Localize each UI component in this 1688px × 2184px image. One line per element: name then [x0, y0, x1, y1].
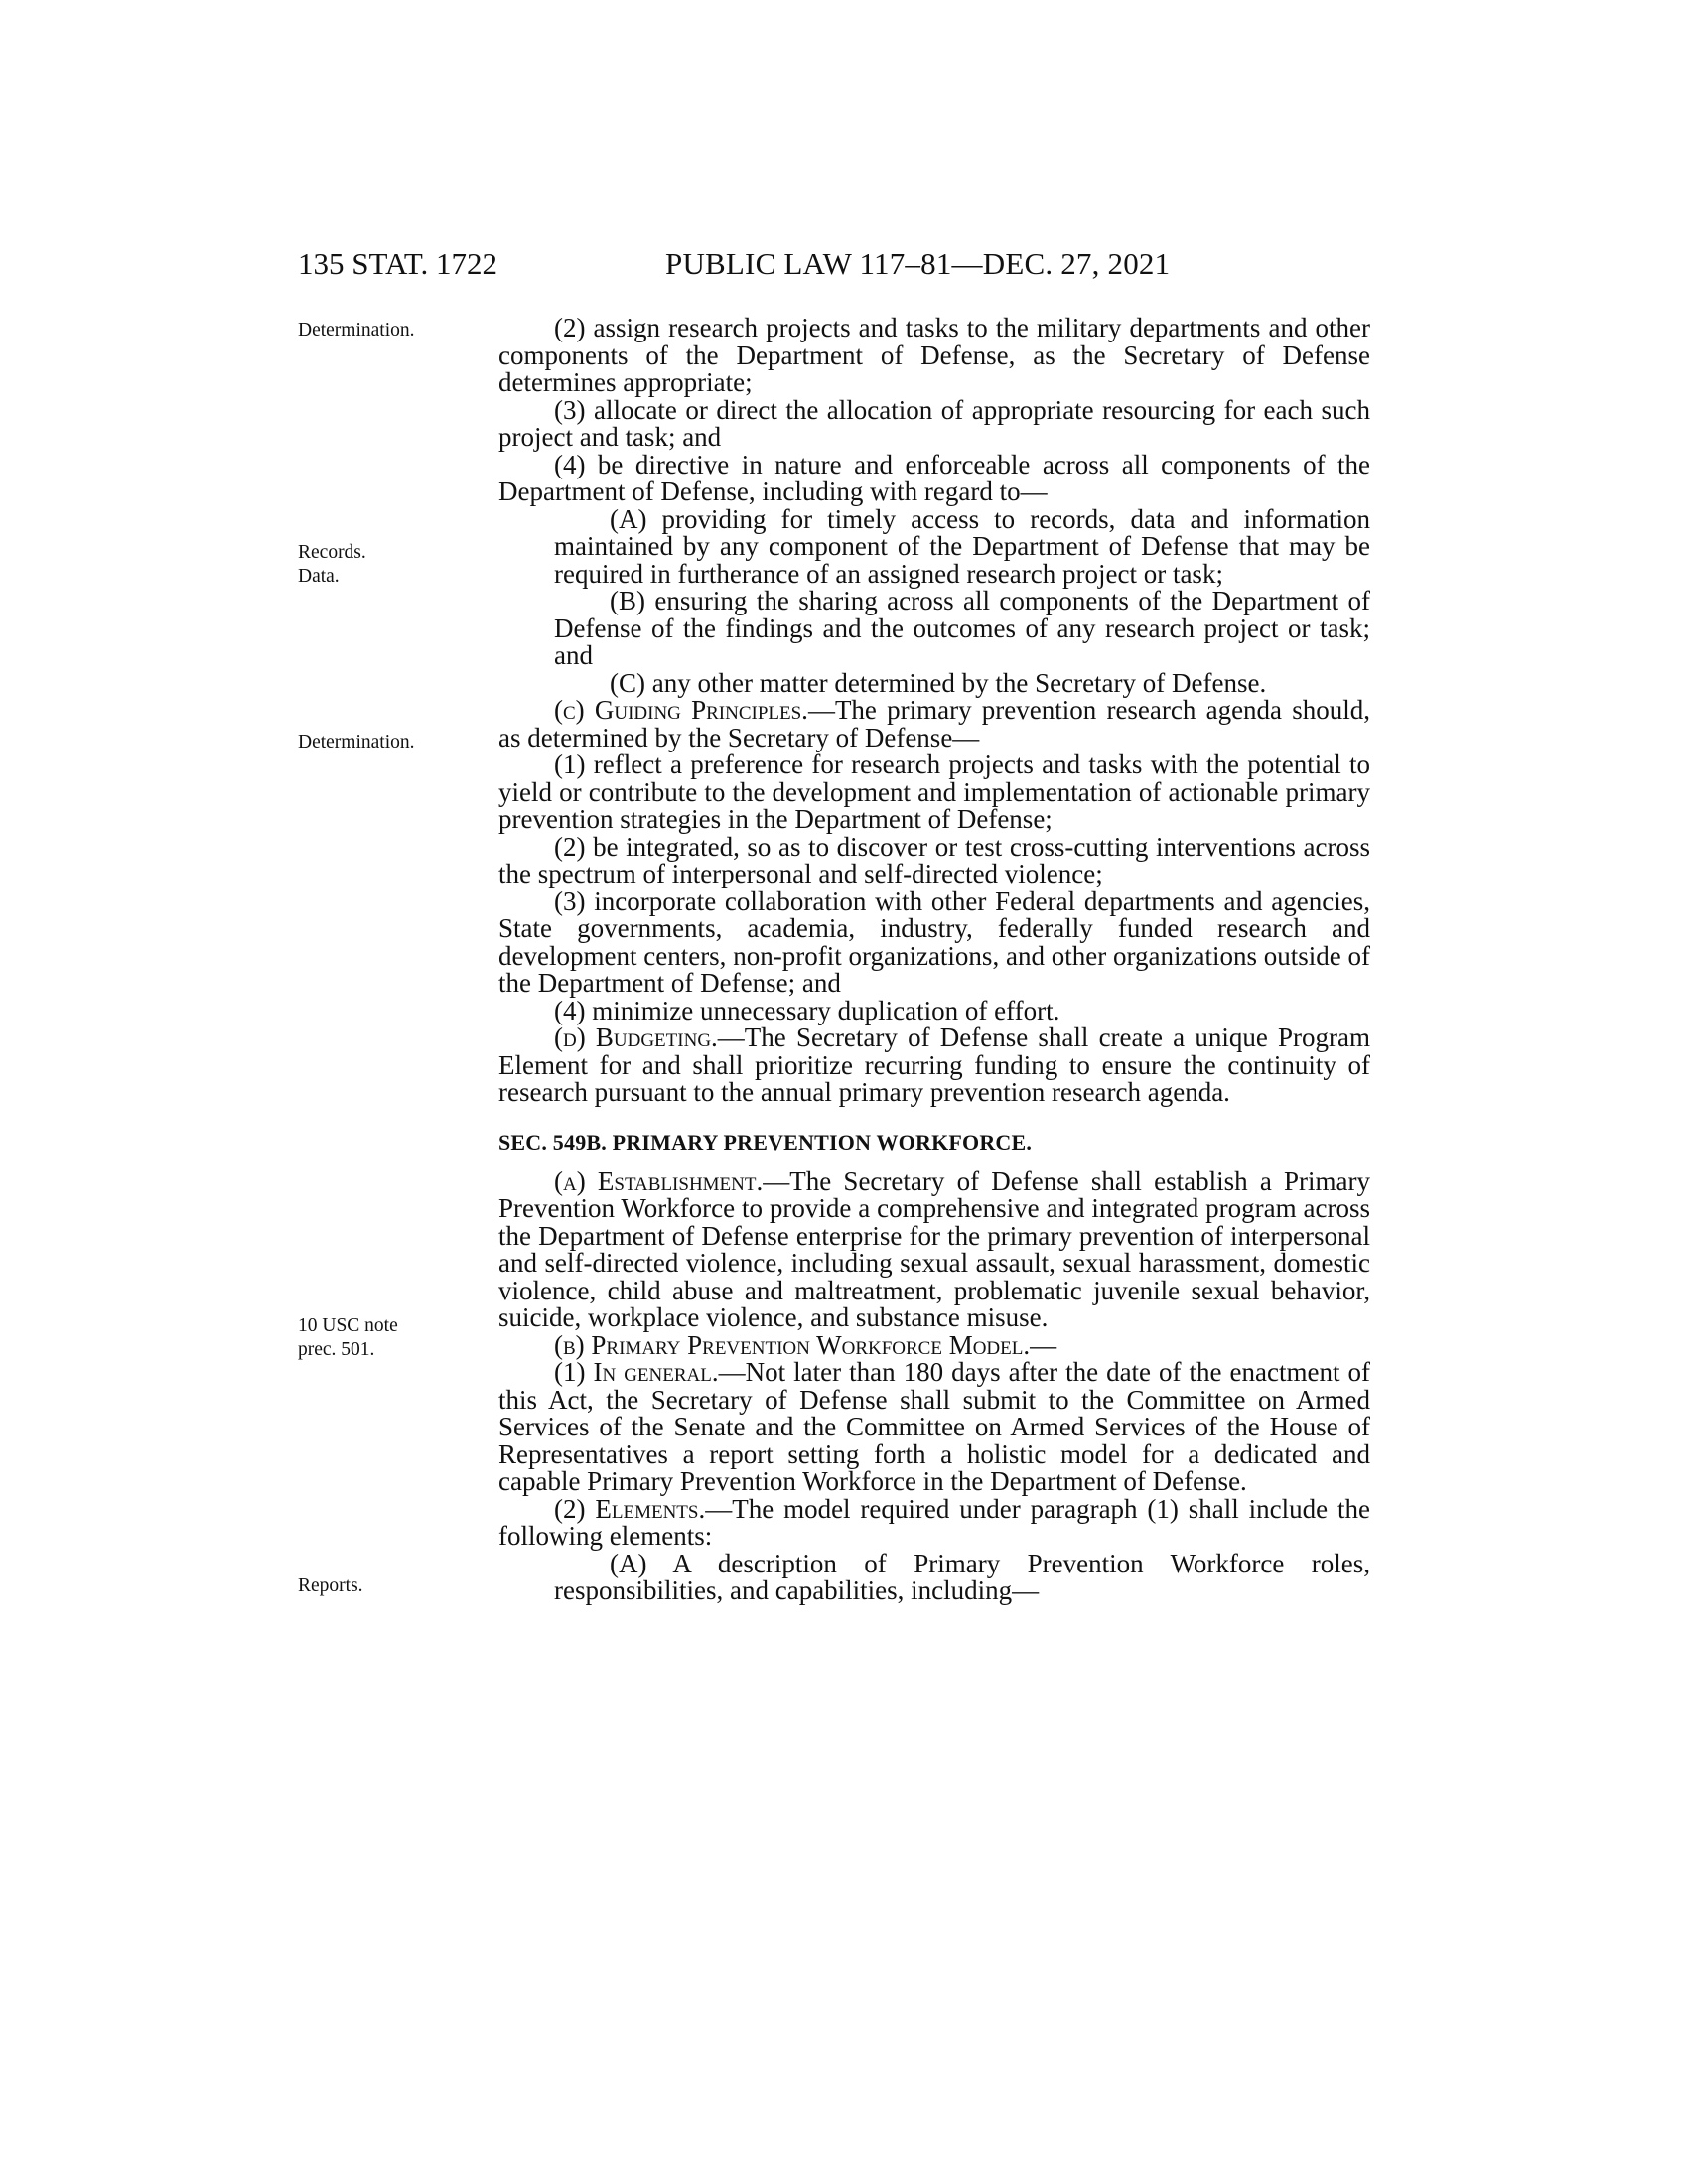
- principle-1: (1) reflect a preference for research projects and tasks with the potential to yield or contribute to the development and implementation of actionable primary prevention strategies in the Department of Defense;: [498, 750, 1370, 834]
- subsection-a-heading: (a) Establishment.: [554, 1165, 764, 1196]
- paragraph-b2-elements: [498, 1493, 1370, 1551]
- subsection-b-heading: (b) Primary Prevention Workforce Model.: [554, 1329, 1031, 1360]
- principle-4: (4) minimize unnecessary duplication of effort.: [554, 995, 1060, 1025]
- subsection-c-guiding-principles: [498, 697, 1370, 751]
- subsection-c-text: —The primary prevention research agenda should, as determined by the Secretary of Defense—: [498, 695, 1370, 752]
- subsection-b-text: —: [1030, 1329, 1057, 1360]
- paragraph-b2-text: —The model required under paragraph (1) shall include the following elements:: [498, 1493, 1370, 1551]
- subsection-a-text: —The Secretary of Defense shall establish a Primary Prevention Workforce to provide a comprehensive and integrated program across the Department of Defense enterprise for the primary prevention of interpersonal and self-directed violence, including sexual assault, sexual harassment, domestic violence, child abuse and maltreatment, problematic juvenile sexual behavior, suicide, workplace violence, and substance misuse.: [498, 1165, 1370, 1332]
- subparagraph-b: (B) ensuring the sharing across all components of the Department of Defense of the findings and the outcomes of any research project or task; and: [554, 586, 1370, 670]
- margin-note-determination-2: Determination.: [298, 732, 415, 752]
- subsection-d-budgeting: [498, 1024, 1370, 1107]
- margin-note-usc-prec: prec. 501.: [298, 1339, 375, 1360]
- margin-note-records: Records.: [298, 542, 366, 563]
- page-header: [298, 246, 1370, 286]
- paragraph-b1-text: —Not later than 180 days after the date of the enactment of this Act, the Secretary of Defense shall submit to the Committee on Armed Services of the Senate and the Committee on Armed Services of the House of Representatives a report setting forth a holistic model for a dedicated and capable Primary Prevention Workforce in the Department of Defense.: [498, 1357, 1370, 1496]
- principle-2: (2) be integrated, so as to discover or test cross-cutting interventions across the spectrum of interpersonal and self-directed violence;: [498, 831, 1370, 888]
- paragraph-b1-in-general: [498, 1359, 1370, 1496]
- paragraph-2: (2) assign research projects and tasks to the military departments and other components of the Department of Defense, as the Secretary of Defense determines appropriate;: [498, 313, 1370, 397]
- margin-note-reports: Reports.: [298, 1575, 363, 1596]
- paragraph-4: (4) be directive in nature and enforceable across all components of the Department of Defense, including with regard to—: [498, 449, 1370, 506]
- paragraph-b1-heading: (1) In general.: [554, 1357, 719, 1387]
- subsection-a-establishment: [498, 1165, 1370, 1332]
- statute-body: [498, 315, 1370, 1605]
- subsection-d-heading: (d) Budgeting.: [554, 1023, 718, 1052]
- margin-note-usc: 10 USC note: [298, 1315, 398, 1336]
- subparagraph-a: (A) providing for timely access to records, data and information maintained by any component of the Department of Defense that may be required in furtherance of an assigned research project or task;: [554, 503, 1370, 589]
- subparagraph-b2a: (A) A description of Primary Prevention Workforce roles, responsibilities, and capabilities, including—: [554, 1548, 1370, 1605]
- paragraph-b2-heading: (2) Elements.: [554, 1493, 706, 1524]
- subsection-b-model: [498, 1329, 1370, 1360]
- subsection-c-heading: (c) Guiding Principles.: [554, 695, 808, 725]
- section-heading: SEC. 549B. PRIMARY PREVENTION WORKFORCE.: [498, 1129, 1033, 1155]
- paragraph-3: (3) allocate or direct the allocation of appropriate resourcing for each such project and task; and: [498, 394, 1370, 452]
- margin-note-data: Data.: [298, 566, 340, 587]
- stat-page-number: 135 STAT. 1722: [298, 246, 498, 281]
- subparagraph-c: (C) any other matter determined by the Secretary of Defense.: [610, 667, 1267, 698]
- law-title: PUBLIC LAW 117–81—DEC. 27, 2021: [665, 246, 1171, 281]
- margin-note-determination: Determination.: [298, 320, 415, 341]
- principle-3: (3) incorporate collaboration with other Federal departments and agencies, State governments, academia, industry, federally funded research and development centers, non-profit organizations, and other organizations outside of the Department of Defense; and: [498, 886, 1370, 998]
- subsection-d-text: —The Secretary of Defense shall create a unique Program Element for and shall prioritize recurring funding to ensure the continuity of research pursuant to the annual primary prevention research agenda.: [498, 1023, 1370, 1107]
